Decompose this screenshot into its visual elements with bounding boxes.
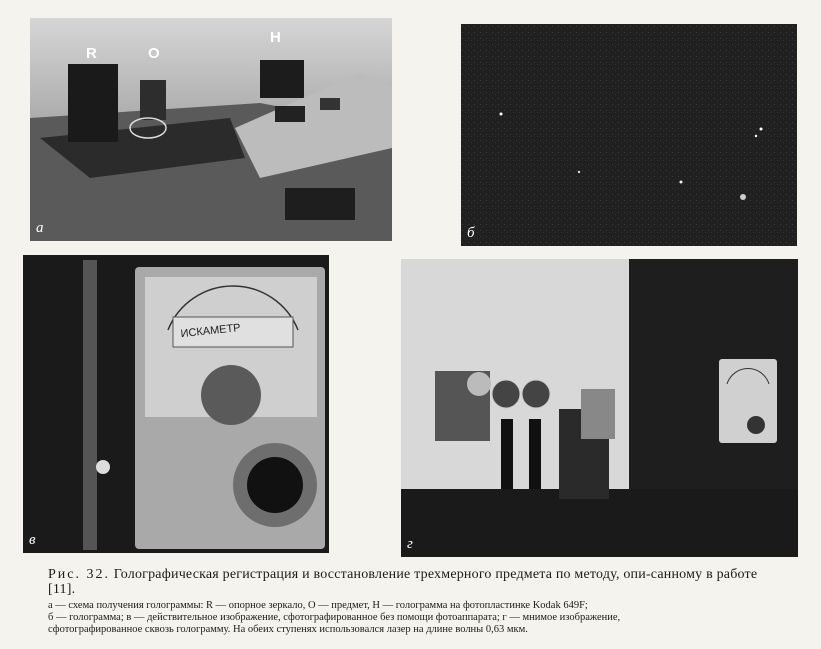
marker-h: H — [270, 29, 281, 46]
panel-g-label: г — [407, 536, 413, 552]
panel-g-photo — [401, 259, 798, 557]
meter-scale-text: ИСКАМЕТР — [180, 321, 242, 341]
legend-line-1: а — схема получения голограммы: R — опорное зеркало, O — предмет, H — голограмма на фотопластинке Kodak 649F; — [48, 600, 588, 611]
legend-line-2: б — голограмма; в — действительное изображение, сфотографированное без помощи фотоаппарата; г — мнимое изображение, — [48, 612, 621, 623]
meter-illustration — [23, 255, 329, 553]
panel-a-label: а — [36, 220, 44, 236]
figure-title: Голографическая регистрация и восстановление трехмерного предмета по методу, опи-санному в работе [11]. — [48, 567, 758, 597]
panel-b-photo — [461, 24, 797, 246]
panel-v-label: в — [29, 532, 36, 548]
panel-a-photo — [30, 18, 392, 241]
panel-v-photo — [23, 255, 329, 553]
holography-setup-illustration — [30, 18, 392, 241]
figure-caption — [48, 567, 788, 597]
legend-line-3: сфотографированное сквозь голограмму. На обеих ступенях использовался лазер на длине волны 0,63 мкм. — [48, 624, 528, 635]
marker-o: O — [148, 45, 160, 62]
hologram-speckle-illustration — [461, 24, 797, 246]
figure-number: Рис. 32. — [48, 567, 110, 582]
panel-b-label: б — [467, 225, 475, 241]
virtual-image-illustration — [401, 259, 798, 557]
marker-r: R — [86, 45, 97, 62]
figure-legend — [48, 600, 788, 636]
